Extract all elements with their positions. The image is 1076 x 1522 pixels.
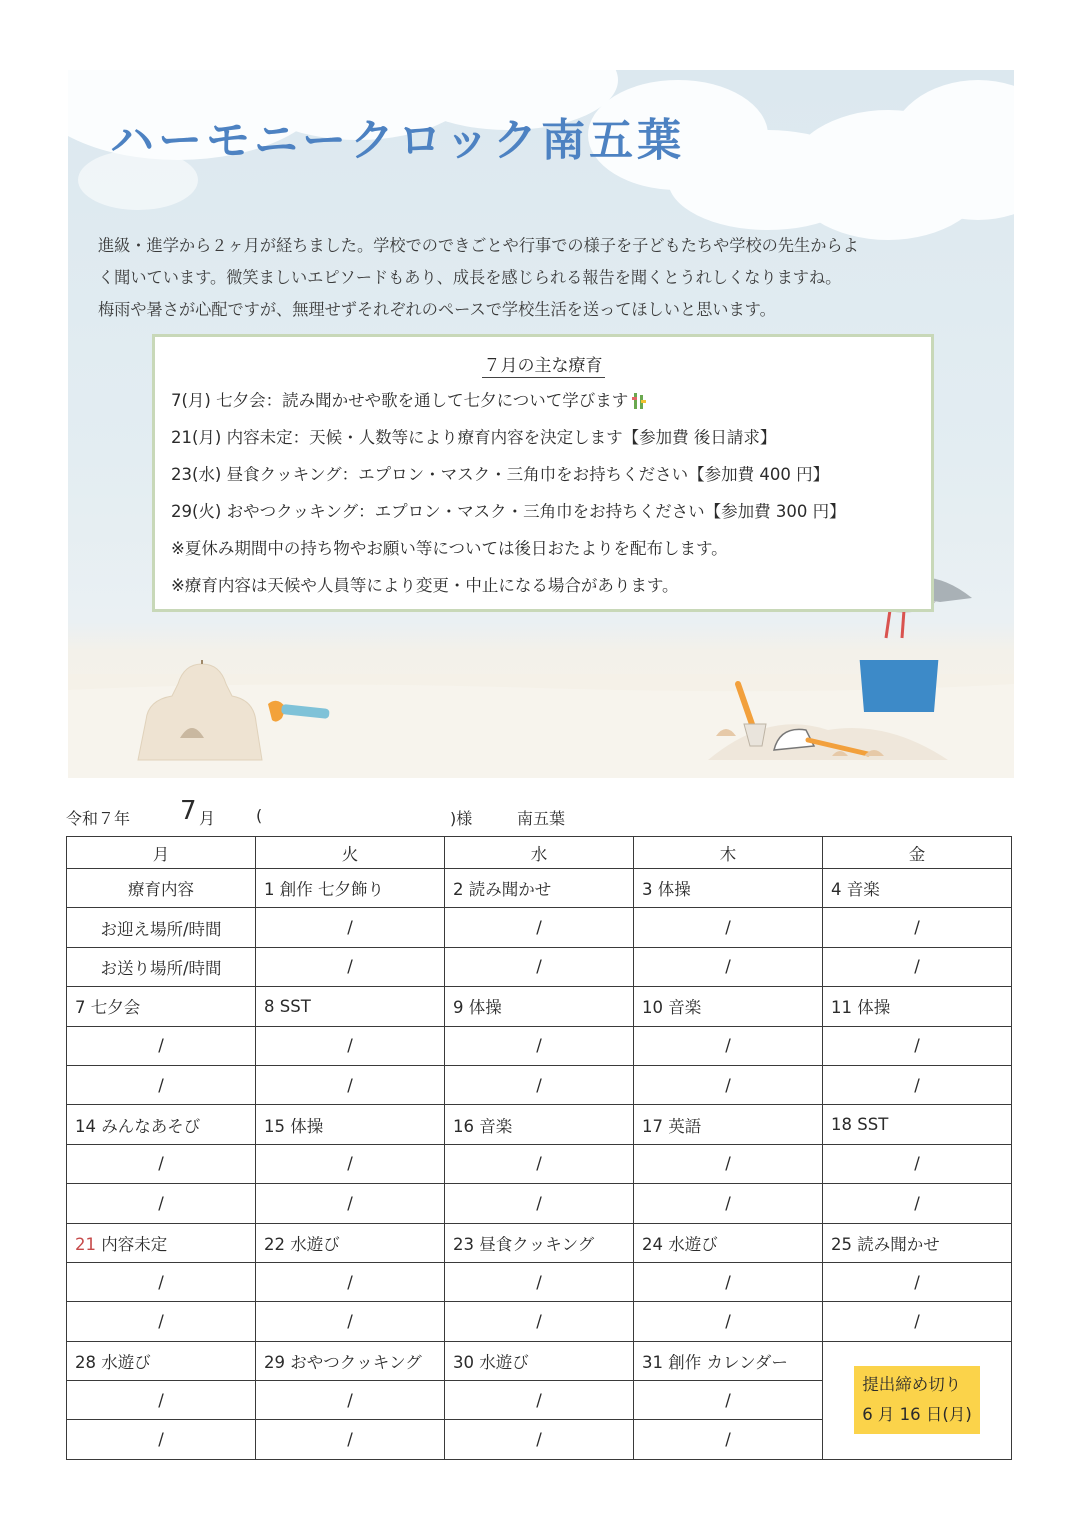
name-suffix: )様 — [450, 809, 473, 828]
pickup-field[interactable]: / — [67, 1381, 256, 1420]
location-name: 南五葉 — [517, 809, 566, 828]
dropoff-field[interactable]: / — [634, 1302, 823, 1341]
weekday-fri: 金 — [823, 837, 1012, 869]
dropoff-row — [67, 1184, 1012, 1223]
pickup-field[interactable]: / — [445, 1144, 634, 1183]
day-cell: 22 水遊び — [256, 1223, 445, 1262]
dropoff-row — [67, 947, 1012, 986]
dropoff-field[interactable]: / — [634, 1065, 823, 1104]
pickup-field[interactable]: / — [67, 1262, 256, 1301]
pickup-field[interactable]: / — [256, 1144, 445, 1183]
page-title: ハーモニークロック南五葉 — [110, 115, 686, 166]
weekday-header — [67, 837, 1012, 869]
intro-line: 梅雨や暑さが心配ですが、無理せずそれぞれのペースで学校生活を送ってほしいと思います。 — [98, 300, 776, 319]
dropoff-field[interactable]: / — [823, 1065, 1012, 1104]
weekday-thu: 木 — [634, 837, 823, 869]
dropoff-field[interactable]: / — [445, 1420, 634, 1459]
pickup-field[interactable]: / — [256, 1026, 445, 1065]
holiday-date: 21 — [75, 1234, 96, 1254]
event-line: 29(火) おやつクッキング：エプロン・マスク・三角巾をお持ちください【参加費 300 円】 — [171, 502, 846, 521]
day-cell: 11 体操 — [823, 987, 1012, 1026]
event-line: 7(月) 七夕会：読み聞かせや歌を通して七夕について学びます — [171, 387, 646, 411]
name-open: ( — [256, 806, 263, 825]
row-label-dropoff: お送り場所/時間 — [67, 947, 256, 986]
event-note: ※療育内容は天候や人員等により変更・中止になる場合があります。 — [171, 576, 679, 595]
day-cell: 29 おやつクッキング — [256, 1341, 445, 1380]
pickup-row — [67, 1144, 1012, 1183]
dropoff-row — [67, 1302, 1012, 1341]
events-heading: ７月の主な療育 — [483, 356, 603, 376]
pickup-row — [67, 1262, 1012, 1301]
dropoff-row — [67, 1065, 1012, 1104]
day-cell: 3 体操 — [634, 869, 823, 908]
dropoff-field[interactable]: / — [67, 1184, 256, 1223]
day-cell: 24 水遊び — [634, 1223, 823, 1262]
pickup-row — [67, 1026, 1012, 1065]
pickup-field[interactable]: / — [445, 908, 634, 947]
day-cell: 25 読み聞かせ — [823, 1223, 1012, 1262]
day-cell: 8 SST — [256, 987, 445, 1026]
day-cell: 18 SST — [823, 1105, 1012, 1144]
deadline-badge: 提出締め切り 6 月 16 日(月) — [854, 1366, 980, 1434]
intro-line: 進級・進学から２ヶ月が経ちました。学校でのできごとや行事での様子を子どもたちや学校の先生からよ — [98, 236, 859, 255]
day-cell: 1 創作 七夕飾り — [256, 869, 445, 908]
event-line: 23(水) 昼食クッキング：エプロン・マスク・三角巾をお持ちください【参加費 400 円】 — [171, 465, 830, 484]
pickup-field[interactable]: / — [823, 908, 1012, 947]
day-cell: 15 体操 — [256, 1105, 445, 1144]
pickup-field[interactable]: / — [823, 1144, 1012, 1183]
pickup-field[interactable]: / — [445, 1026, 634, 1065]
day-cell: 21 内容未定 — [67, 1223, 256, 1262]
pickup-field[interactable]: / — [445, 1262, 634, 1301]
event-note: ※夏休み期間中の持ち物やお願い等については後日おたよりを配布します。 — [171, 539, 728, 558]
dropoff-field[interactable]: / — [823, 1302, 1012, 1341]
weekday-wed: 水 — [445, 837, 634, 869]
dropoff-field[interactable]: / — [823, 947, 1012, 986]
beach-illustration — [68, 660, 1014, 778]
intro-line: く聞いています。微笑ましいエピソードもあり、成長を感じられる報告を聞くとうれしくなりますね。 — [98, 268, 842, 287]
pickup-field[interactable]: / — [634, 1381, 823, 1420]
dropoff-field[interactable]: / — [256, 1065, 445, 1104]
dropoff-field[interactable]: / — [67, 1302, 256, 1341]
deadline-cell — [823, 1341, 1012, 1459]
week-row — [67, 869, 1012, 908]
pickup-field[interactable]: / — [634, 1262, 823, 1301]
day-cell: 17 英語 — [634, 1105, 823, 1144]
month-number: 7 — [180, 796, 197, 826]
week-row — [67, 1341, 1012, 1380]
day-cell: 28 水遊び — [67, 1341, 256, 1380]
day-cell: 9 体操 — [445, 987, 634, 1026]
month-suffix: 月 — [199, 809, 216, 828]
bucket-icon — [856, 660, 942, 712]
calendar-table — [66, 836, 1012, 1460]
intro-text — [98, 230, 998, 326]
dropoff-field[interactable]: / — [445, 947, 634, 986]
week-row — [67, 1223, 1012, 1262]
week-row — [67, 987, 1012, 1026]
bamboo-icon — [632, 391, 646, 409]
dropoff-field[interactable]: / — [67, 1065, 256, 1104]
row-label-content: 療育内容 — [67, 869, 256, 908]
day-cell: 14 みんなあそび — [67, 1105, 256, 1144]
row-label-pickup: お迎え場所/時間 — [67, 908, 256, 947]
dropoff-field[interactable]: / — [256, 1420, 445, 1459]
dropoff-field[interactable]: / — [67, 1420, 256, 1459]
weekday-tue: 火 — [256, 837, 445, 869]
pickup-field[interactable]: / — [634, 1144, 823, 1183]
pickup-field[interactable]: / — [445, 1381, 634, 1420]
events-box — [152, 334, 934, 612]
day-cell: 30 水遊び — [445, 1341, 634, 1380]
pickup-field[interactable]: / — [823, 1026, 1012, 1065]
pickup-field[interactable]: / — [634, 908, 823, 947]
weekday-mon: 月 — [67, 837, 256, 869]
dropoff-field[interactable]: / — [445, 1184, 634, 1223]
pickup-field[interactable]: / — [256, 1381, 445, 1420]
week-row — [67, 1105, 1012, 1144]
day-cell: 31 創作 カレンダー — [634, 1341, 823, 1380]
dropoff-field[interactable]: / — [634, 1184, 823, 1223]
day-cell: 23 昼食クッキング — [445, 1223, 634, 1262]
dropoff-field[interactable]: / — [445, 1302, 634, 1341]
pickup-field[interactable]: / — [67, 1026, 256, 1065]
day-cell: 2 読み聞かせ — [445, 869, 634, 908]
dropoff-field[interactable]: / — [634, 947, 823, 986]
pickup-field[interactable]: / — [634, 1026, 823, 1065]
dropoff-field[interactable]: / — [256, 1302, 445, 1341]
dropoff-field[interactable]: / — [256, 1184, 445, 1223]
dropoff-field[interactable]: / — [445, 1065, 634, 1104]
pickup-row — [67, 908, 1012, 947]
dropoff-field[interactable]: / — [256, 947, 445, 986]
day-cell: 16 音楽 — [445, 1105, 634, 1144]
era-year: 令和７年 — [66, 809, 131, 828]
pickup-field[interactable]: / — [823, 1262, 1012, 1301]
day-cell: 10 音楽 — [634, 987, 823, 1026]
pickup-field[interactable]: / — [256, 908, 445, 947]
event-line: 21(月) 内容未定：天候・人数等により療育内容を決定します【参加費 後日請求】 — [171, 428, 777, 447]
day-cell: 7 七夕会 — [67, 987, 256, 1026]
day-cell: 4 音楽 — [823, 869, 1012, 908]
dropoff-field[interactable]: / — [634, 1420, 823, 1459]
pickup-field[interactable]: / — [67, 1144, 256, 1183]
dropoff-field[interactable]: / — [823, 1184, 1012, 1223]
pickup-field[interactable]: / — [256, 1262, 445, 1301]
